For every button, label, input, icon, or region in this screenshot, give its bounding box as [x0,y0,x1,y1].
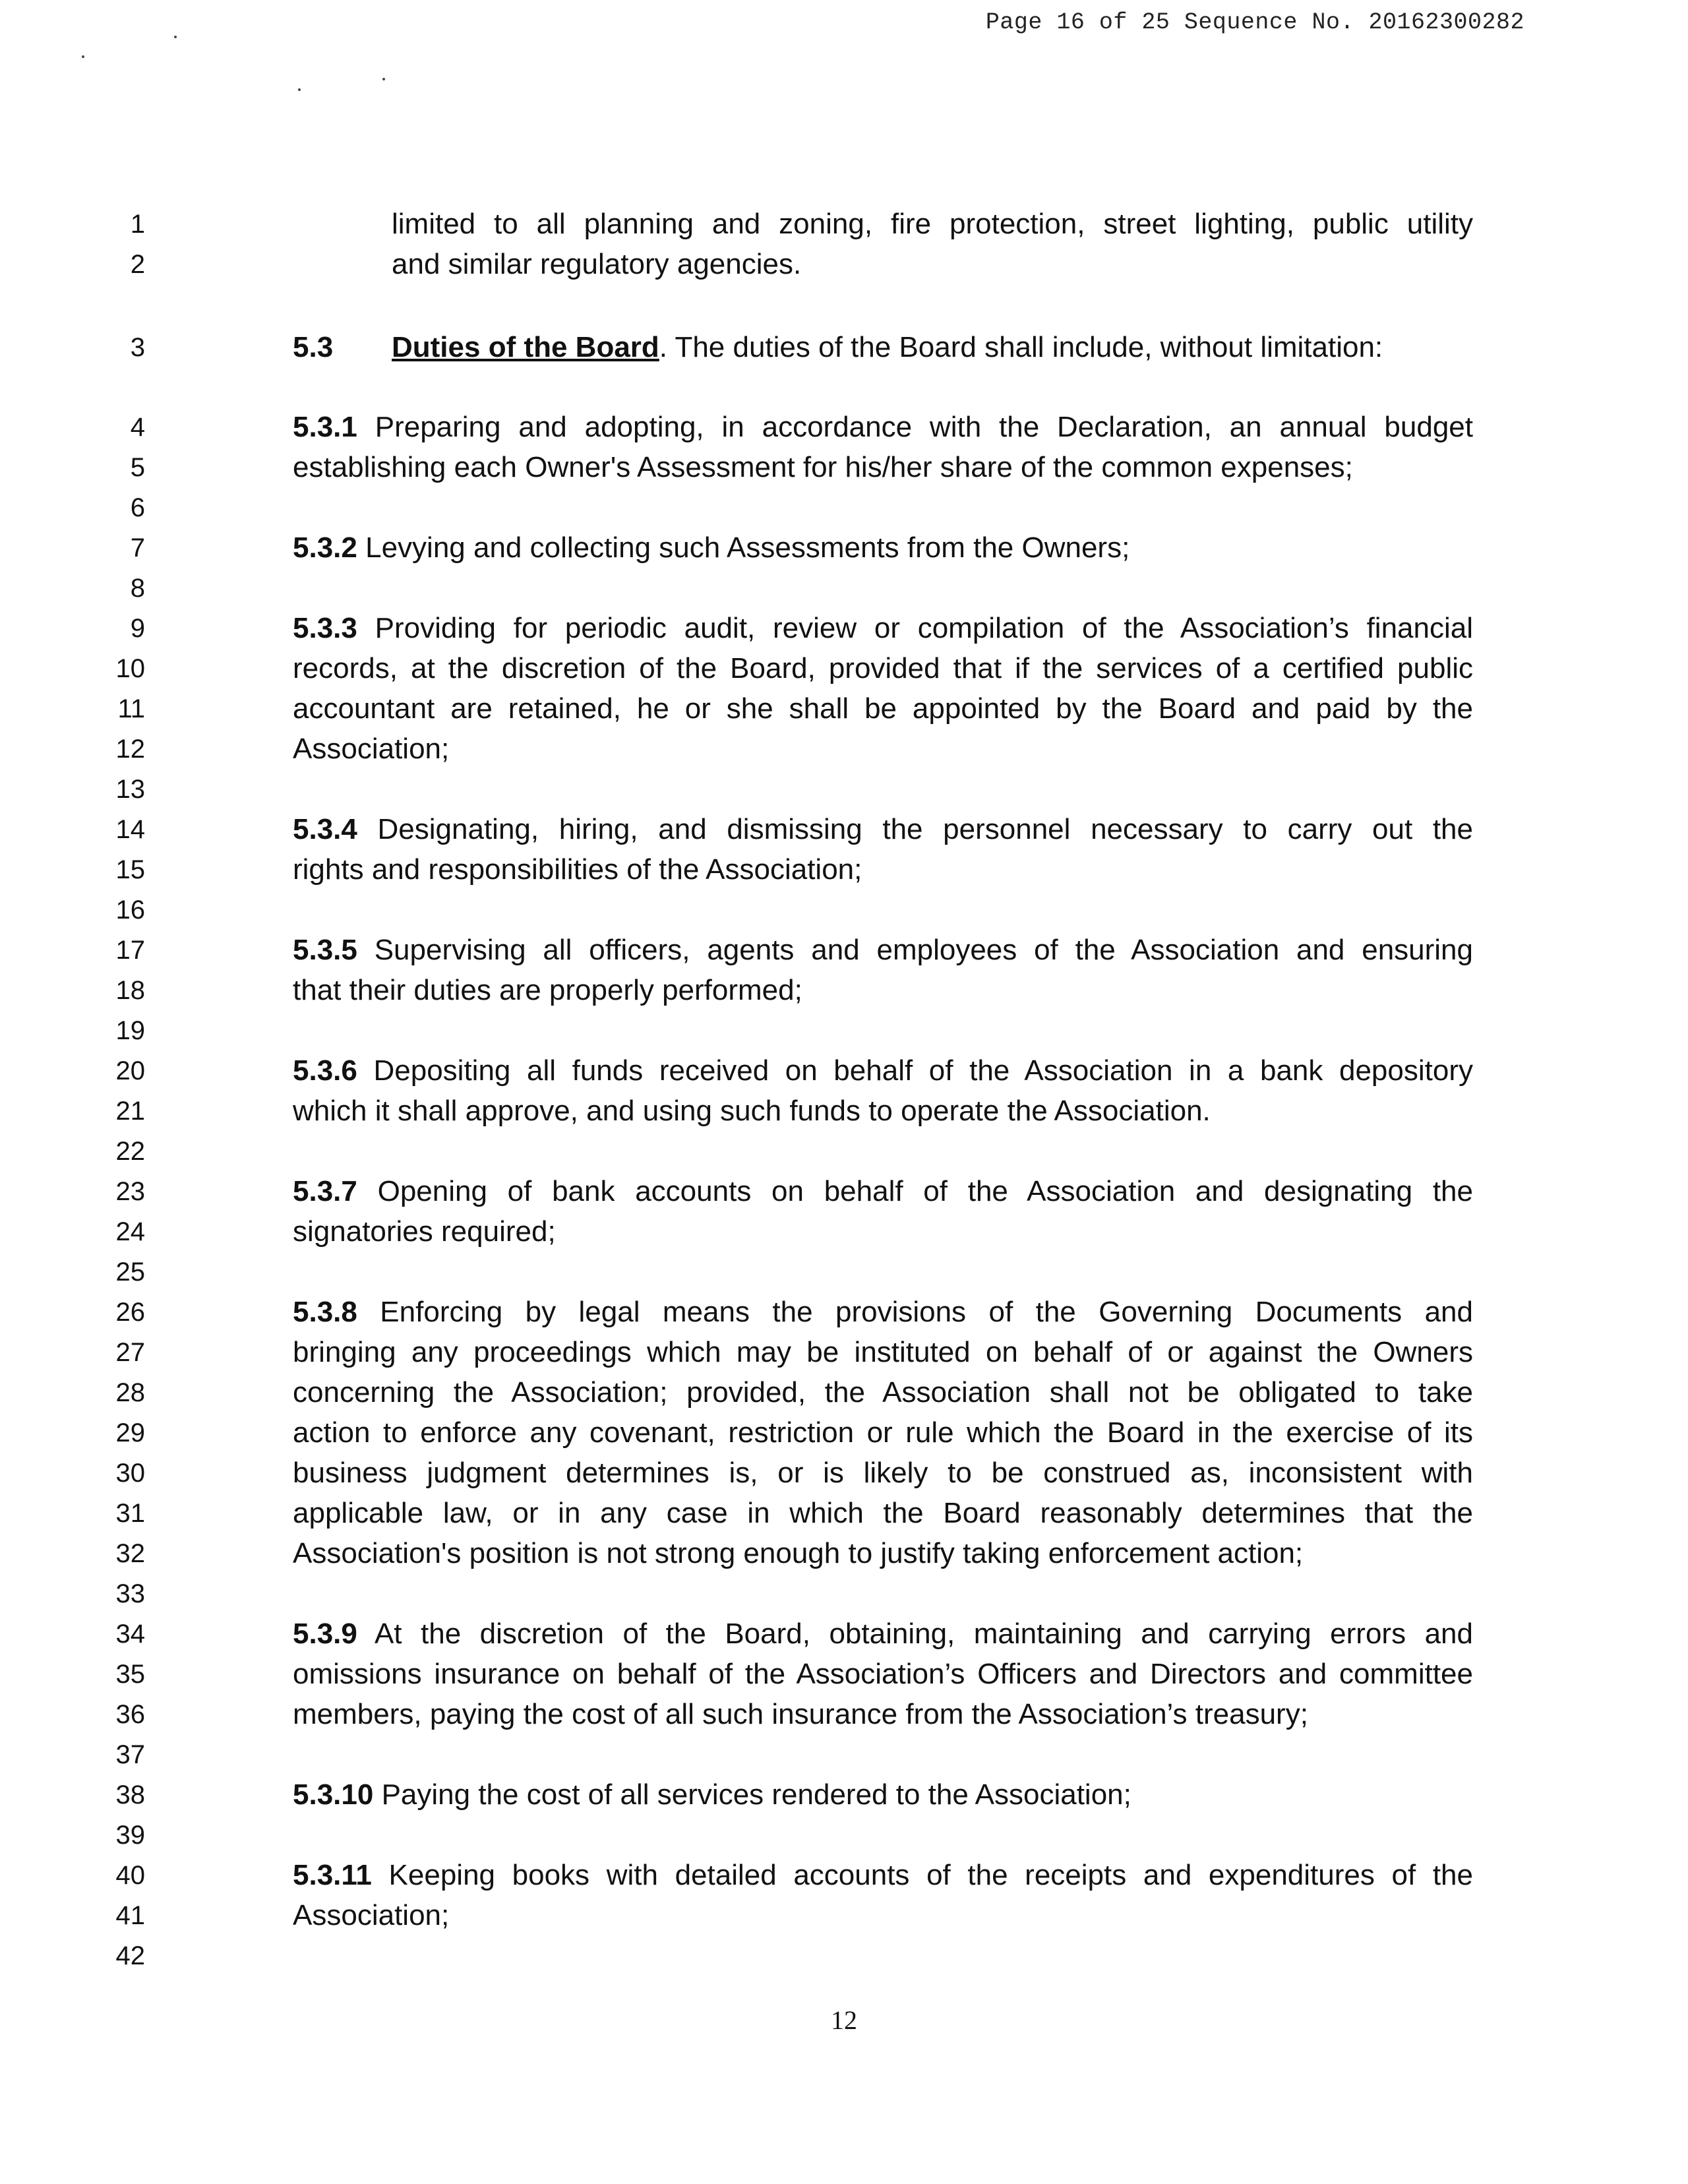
clause-text: Enforcing by legal means the provisions of the Governing Documents and [357,1296,1473,1328]
line-number: 15 [115,855,145,884]
body-text: which it shall approve, and using such funds to operate the Association. [293,1095,1211,1127]
document-line [0,1775,1688,1815]
scan-speck [298,88,301,91]
clause-text: Keeping books with detailed accounts of the receipts and expenditures of the [371,1859,1473,1891]
body-text: signatories required; [293,1215,556,1248]
line-number: 36 [115,1700,145,1729]
document-line [0,1695,1688,1734]
line-number: 27 [115,1338,145,1367]
line-number: 33 [115,1579,145,1608]
line-number: 40 [115,1861,145,1890]
document-line [0,245,1688,284]
document-line [0,1212,1688,1252]
body-text: action to enforce any covenant, restriction or rule which the Board in the exercise of its [293,1416,1473,1449]
page-header: Page 16 of 25 Sequence No. 20162300282 [985,9,1524,36]
clause-number: 5.3.7 [293,1175,357,1207]
document-line [0,1091,1688,1131]
line-number: 22 [115,1137,145,1166]
clause-text: Paying the cost of all services rendered to the Association; [373,1778,1131,1811]
document-line [0,1735,1688,1774]
line-number: 5 [130,453,145,482]
document-line [0,1413,1688,1453]
body-text [293,609,1473,648]
clause-text: Preparing and adopting, in accordance with the Declaration, an annual budget [357,411,1473,443]
body-text: and similar regulatory agencies. [392,248,802,280]
body-text: Association; [293,733,450,765]
clause-number: 5.3.1 [293,411,357,443]
document-line [0,1132,1688,1171]
line-number: 13 [115,775,145,804]
section-intro: . The duties of the Board shall include, without limitation: [659,331,1383,363]
line-number: 14 [115,815,145,844]
line-number: 32 [115,1539,145,1568]
line-number: 38 [115,1780,145,1809]
document-line [0,1574,1688,1614]
body-text [293,528,1473,568]
document-line [0,609,1688,648]
document-line [0,1292,1688,1332]
scan-speck [382,78,385,80]
body-text [293,930,1473,970]
body-text: rights and responsibilities of the Association; [293,853,862,886]
document-line [0,810,1688,849]
clause-text: Levying and collecting such Assessments from the Owners; [357,531,1130,564]
document-line [0,1654,1688,1694]
body-text: accountant are retained, he or she shall be appointed by the Board and paid by the [293,692,1473,725]
line-number: 7 [130,533,145,562]
line-number: 2 [130,250,145,279]
body-text: applicable law, or in any case in which the Board reasonably determines that the [293,1497,1473,1529]
clause-text: Designating, hiring, and dismissing the personnel necessary to carry out the [357,813,1473,845]
line-number: 4 [130,413,145,442]
section-title: Duties of the Board [392,331,659,363]
document-line [0,408,1688,447]
line-number: 35 [115,1660,145,1689]
line-number: 23 [115,1177,145,1206]
clause-number: 5.3.10 [293,1778,374,1811]
clause-text: Depositing all funds received on behalf of the Association in a bank depository [357,1054,1473,1087]
document-line [0,850,1688,890]
line-number: 16 [115,895,145,925]
body-text: Association; [293,1899,450,1931]
line-number: 31 [115,1499,145,1528]
section-heading-line [0,328,1688,367]
document-line [0,1936,1688,1976]
section-number: 5.3 [293,331,334,363]
body-text: concerning the Association; provided, the Association shall not be obligated to take [293,1376,1473,1409]
line-number: 8 [130,574,145,603]
line-number: 6 [130,493,145,522]
document-line [0,890,1688,930]
body-text: business judgment determines is, or is likely to be construed as, inconsistent with [293,1457,1473,1489]
document-line [0,488,1688,528]
body-text: limited to all planning and zoning, fire protection, street lighting, public utility [392,208,1473,240]
document-line [0,528,1688,568]
body-text [293,1614,1473,1654]
clause-number: 5.3.5 [293,934,357,966]
page-number: 12 [831,2005,857,2035]
document-line [0,1333,1688,1372]
line-number: 21 [115,1097,145,1126]
body-text: that their duties are properly performed; [293,974,802,1006]
body-text [293,810,1473,849]
body-text [293,1775,1473,1815]
document-line [0,1534,1688,1573]
body-text: records, at the discretion of the Board, provided that if the services of a certified public [293,652,1473,684]
line-number: 9 [130,614,145,643]
line-number: 17 [115,936,145,965]
clause-number: 5.3.6 [293,1054,357,1087]
document-line [0,1011,1688,1050]
document-line [0,448,1688,487]
document-line [0,1373,1688,1412]
line-number: 3 [130,333,145,362]
scan-speck [174,36,177,38]
body-text [293,408,1473,447]
document-line [0,1453,1688,1493]
body-text [293,1172,1473,1211]
clause-text: Providing for periodic audit, review or compilation of the Association’s financial [357,612,1473,644]
document-line [0,1856,1688,1895]
body-text: establishing each Owner's Assessment for his/her share of the common expenses; [293,451,1353,483]
section-heading [293,328,1473,367]
line-number: 18 [115,976,145,1005]
document-line [0,1252,1688,1292]
line-number: 25 [115,1258,145,1287]
document-line [0,1896,1688,1935]
document-line [0,649,1688,688]
line-number: 10 [115,654,145,683]
line-number: 28 [115,1378,145,1407]
line-number: 20 [115,1056,145,1085]
document-line [0,770,1688,809]
body-text [293,1856,1473,1895]
line-number: 1 [130,210,145,239]
document-line [0,689,1688,729]
line-number: 26 [115,1298,145,1327]
clause-number: 5.3.2 [293,531,357,564]
line-number: 29 [115,1418,145,1447]
clause-number: 5.3.4 [293,813,357,845]
document-line [0,1172,1688,1211]
line-number: 11 [117,694,145,723]
document-line [0,729,1688,769]
line-number: 37 [115,1740,145,1769]
line-number: 39 [115,1821,145,1850]
clause-number: 5.3.9 [293,1618,357,1650]
line-number: 30 [115,1459,145,1488]
body-text [293,1292,1473,1332]
document-line [0,204,1688,244]
document-line [0,971,1688,1010]
body-text: bringing any proceedings which may be instituted on behalf of or against the Owners [293,1336,1473,1368]
clause-text: Supervising all officers, agents and employees of the Association and ensuring [357,934,1473,966]
document-line [0,930,1688,970]
body-text: members, paying the cost of all such insurance from the Association’s treasury; [293,1698,1308,1730]
document-line [0,1614,1688,1654]
clause-number: 5.3.8 [293,1296,357,1328]
line-number: 24 [115,1217,145,1246]
line-number: 42 [115,1941,145,1970]
body-text [293,1051,1473,1091]
line-number: 41 [115,1901,145,1930]
line-number: 34 [115,1620,145,1649]
line-number: 12 [115,735,145,764]
body-text: omissions insurance on behalf of the Association’s Officers and Directors and committee [293,1658,1473,1690]
clause-number: 5.3.11 [293,1859,372,1891]
body-text: Association's position is not strong enough to justify taking enforcement action; [293,1537,1304,1569]
clause-number: 5.3.3 [293,612,357,644]
clause-text: Opening of bank accounts on behalf of the Association and designating the [357,1175,1473,1207]
document-line [0,1815,1688,1855]
line-number: 19 [115,1016,145,1045]
scan-speck [82,55,84,58]
document-line [0,1494,1688,1533]
document-line [0,1051,1688,1091]
clause-text: At the discretion of the Board, obtaining, maintaining and carrying errors and [357,1618,1473,1650]
document-line [0,568,1688,608]
